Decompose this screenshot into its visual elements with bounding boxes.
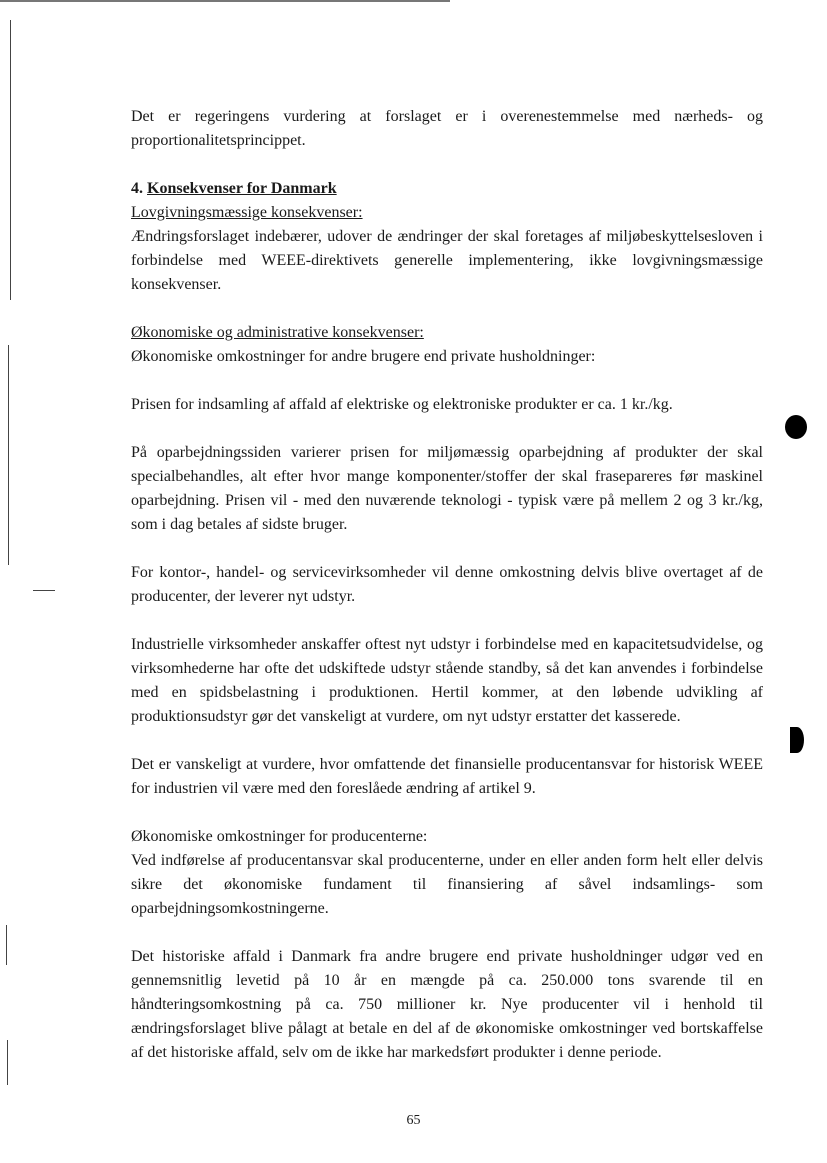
historic-waste-paragraph: Det historiske affald i Danmark fra andre brugere end private husholdninger udgør ved en gennemsnitlig levetid på 10 år en mængde på ca. 250.000 tons svarende til en håndteringsomkostning på ca. 750 millioner kr. Nye producenter vil i henhold til ændringsforslaget blive pålagt at betale en del af de økonomiske omkostninger ved bortskaffelse af det historiske affald, selv om de ikke har markedsført produkter i denne periode.: [131, 948, 763, 1061]
page-content: [131, 105, 763, 1065]
economic-subheading: Økonomiske omkostninger for andre brugere end private husholdninger:: [131, 348, 596, 365]
producers-subheading: Økonomiske omkostninger for producenterne:: [131, 828, 428, 845]
processing-price-paragraph: På oparbejdningssiden varierer prisen for miljømæssig oparbejdning af produkter der skal specialbehandles, alt efter hvor mange komponenter/stoffer der skal fraseparеres før maskinel oparbejdning. Prisen vil - med den nuværende teknologi - typisk være på mellem 2 og 3 kr./kg, som i dag betales af sidste bruger.: [131, 444, 763, 533]
office-trade-paragraph: For kontor-, handel- og servicevirksomheder vil denne omkostning delvis blive overtaget af de producenter, der leverer nyt udstyr.: [131, 564, 763, 605]
scan-edge-line: [0, 0, 450, 2]
producer-responsibility-paragraph: Ved indførelse af producentansvar skal producenterne, under en eller anden form helt eller delvis sikre det økonomiske fundament til finansiering af såvel indsamlings- som oparbejdningsomkostningerne.: [131, 852, 763, 917]
intro-paragraph: Det er regeringens vurdering at forslaget er i overenestemmelse med nærheds- og proportionalitetsprincippet.: [131, 108, 763, 149]
historic-weee-paragraph: Det er vanskeligt at vurdere, hvor omfattende det finansielle producentansvar for historisk WEEE for industrien vil være med den foreslåede ændring af artikel 9.: [131, 756, 763, 797]
collection-price-paragraph: Prisen for indsamling af affald af elektriske og elektroniske produkter er ca. 1 kr./kg.: [131, 396, 673, 413]
scan-margin-mark: [10, 20, 11, 300]
legal-paragraph: Ændringsforslaget indebærer, udover de ændringer der skal foretages af miljøbeskyttelsesloven i forbindelse med WEEE-direktivets generelle implementering, ikke lovgivningsmæssige konsekvenser.: [131, 228, 763, 293]
industry-paragraph: Industrielle virksomheder anskaffer oftest nyt udstyr i forbindelse med en kapacitetsudvidelse, og virksomhederne har ofte det udskiftede udstyr stående standby, så det kan anvendes i forbindelse med en spidsbelastning i produktionen. Hertil kommer, at den løbende udvikling af produktionsudstyr gør det vanskeligt at vurdere, om nyt udstyr erstatter det kasserede.: [131, 636, 763, 725]
punch-hole-mark: [790, 727, 804, 753]
scan-margin-mark: [33, 590, 55, 591]
scan-margin-mark: [8, 345, 9, 565]
page-number: 65: [406, 1113, 421, 1128]
section-heading: [131, 177, 763, 201]
section-title: Konsekvenser for Danmark: [147, 180, 337, 197]
punch-hole-mark: [785, 415, 807, 439]
scan-margin-mark: [7, 1040, 8, 1085]
section-number: 4.: [131, 180, 143, 197]
economic-heading: Økonomiske og administrative konsekvenser:: [131, 324, 424, 341]
scan-margin-mark: [6, 925, 7, 965]
legal-heading: Lovgivningsmæssige konsekvenser:: [131, 204, 363, 221]
